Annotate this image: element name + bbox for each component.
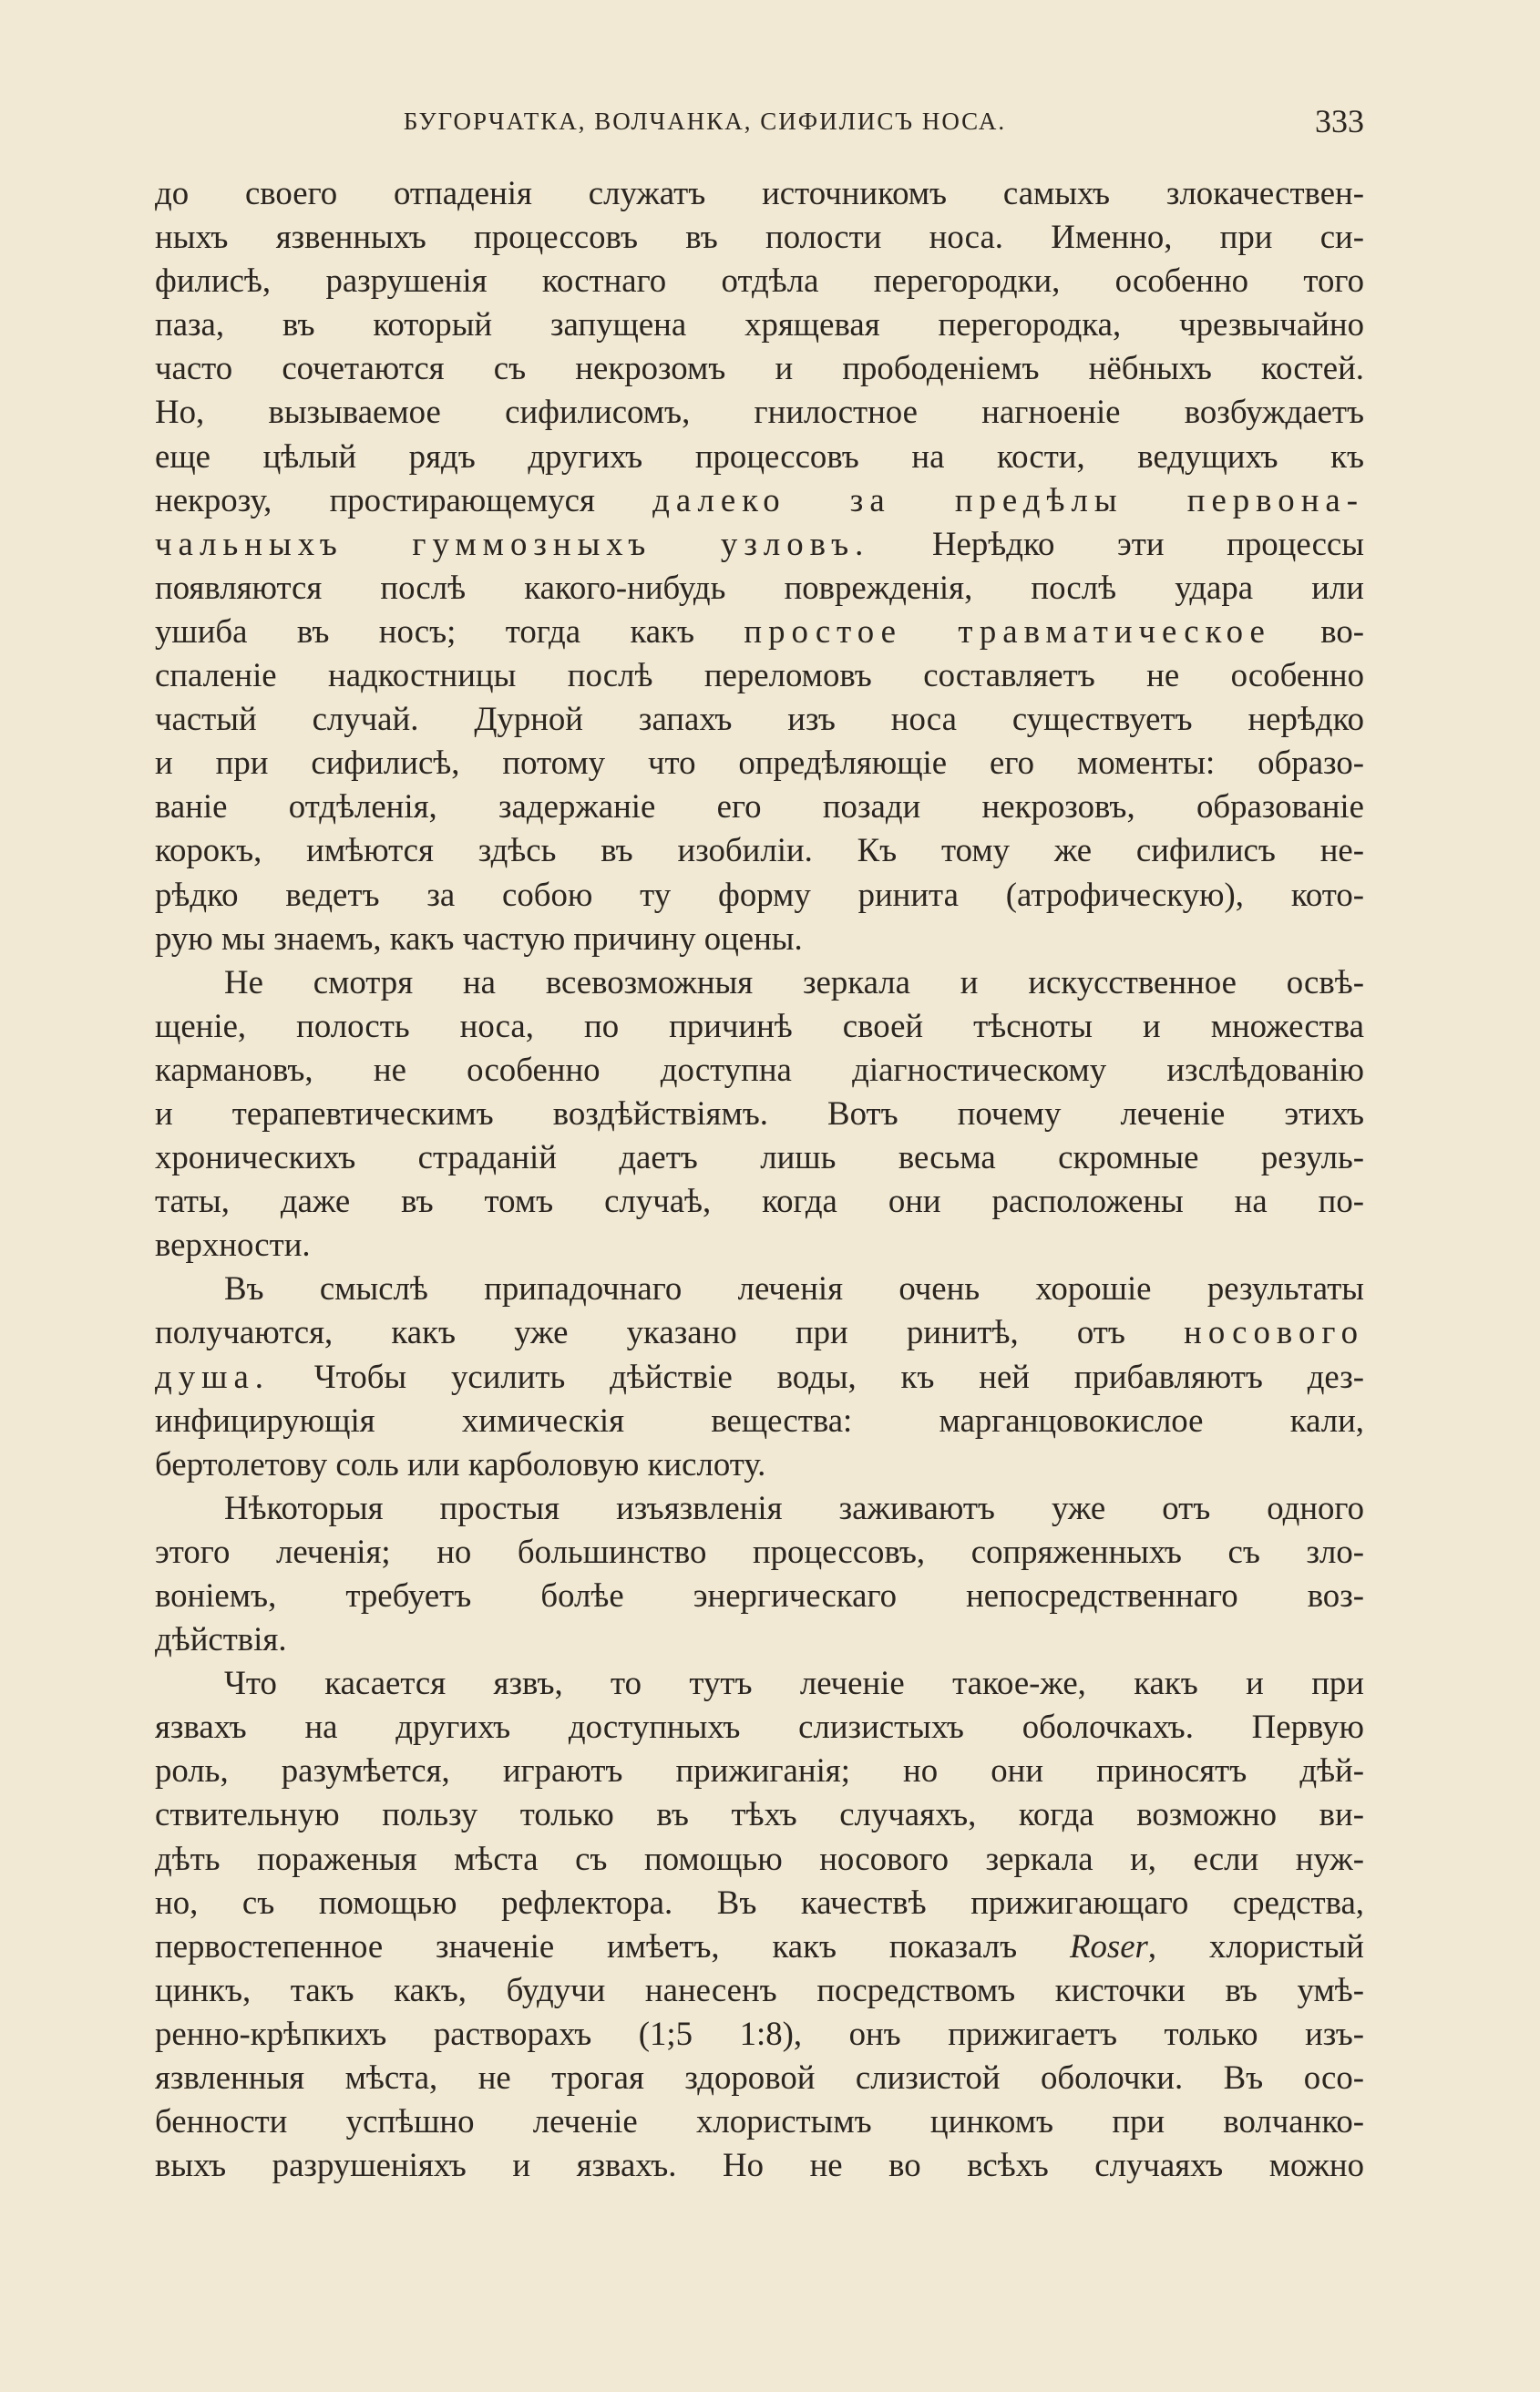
text-line: рую мы знаемъ, какъ частую причину оцены. [155,919,803,957]
text-line: Но, вызываемое сифилисомъ, гнилостное нагноеніе возбуждаетъ [155,393,1364,431]
text-line: щеніе, полость носа, по причинѣ своей тѣсноты и множества [155,1006,1364,1044]
spaced-emphasis: чальныхъ гуммозныхъ узловъ. [155,524,870,562]
text-line: рѣдко ведетъ за собою ту форму ринита (атрофическую), кото- [155,875,1364,913]
text-segment: Чтобы усилить дѣйствіе воды, къ ней прибавляютъ дез- [270,1357,1364,1395]
text-line [155,1925,1364,1968]
text-line: еще цѣлый рядъ другихъ процессовъ на кости, ведущихъ къ [155,436,1364,475]
spaced-emphasis: душа. [155,1357,270,1395]
text-line: хроническихъ страданій даетъ лишь весьма скромные резуль- [155,1138,1364,1176]
text-line: ренно-крѣпкихъ растворахъ (1;5 1:8), онъ прижигаетъ только изъ- [155,2014,1364,2052]
text-line: Что касается язвъ, то тутъ леченіе такое-же, какъ и при [224,1664,1364,1702]
text-line [155,610,1364,653]
spaced-emphasis: носового [1184,1313,1364,1351]
text-line: бенности успѣшно леченіе хлористымъ цинкомъ при волчанко- [155,2102,1364,2140]
text-line: частый случай. Дурной запахъ изъ носа существуетъ нерѣдко [155,700,1364,738]
spaced-emphasis: далеко за предѣлы первона- [652,480,1364,518]
text-line: язвленныя мѣста, не трогая здоровой слизистой оболочки. Въ осо- [155,2058,1364,2097]
author-name: Roser [1070,1926,1148,1965]
text-line: корокъ, имѣются здѣсь въ изобиліи. Къ тому же сифилисъ не- [155,831,1364,869]
text-segment: Нерѣдко эти процессы [869,524,1364,562]
text-line: инфицирующія химическія вещества: марганцовокислое кали, [155,1401,1364,1439]
text-segment: некрозу, простирающемуся [155,480,653,518]
text-segment: , хлористый [1147,1926,1364,1965]
text-line [155,1310,1364,1354]
text-line: появляются послѣ какого-нибудь поврежденія, послѣ удара или [155,568,1364,606]
text-line: ваніе отдѣленія, задержаніе его позади некрозовъ, образованіе [155,787,1364,826]
body-text [155,171,1364,2187]
text-line [155,522,1364,566]
text-line: дѣйствія. [155,1620,287,1658]
text-line: роль, разумѣется, играютъ прижиганія; но они приносятъ дѣй- [155,1751,1364,1790]
text-line: кармановъ, не особенно доступна діагностическому изслѣдованію [155,1050,1364,1088]
text-line: Не смотря на всевозможныя зеркала и искусственное освѣ- [224,962,1364,1001]
page-header [155,98,1364,146]
text-line: этого леченія; но большинство процессовъ, сопряженныхъ съ зло- [155,1532,1364,1570]
text-line: часто сочетаются съ некрозомъ и прободеніемъ нёбныхъ костей. [155,349,1364,387]
text-line [155,1355,1364,1399]
text-line: воніемъ, требуетъ болѣе энергическаго непосредственнаго воз- [155,1576,1364,1614]
text-segment: во- [1270,611,1364,650]
text-segment: первостепенное значеніе имѣетъ, какъ показалъ [155,1926,1071,1965]
text-line: до своего отпаденія служатъ источникомъ самыхъ злокачествен- [155,174,1364,211]
text-line: ствительную пользу только въ тѣхъ случаяхъ, когда возможно ви- [155,1795,1364,1833]
text-line: верхности. [155,1226,311,1264]
text-line: паза, въ который запущена хрящевая перегородка, чрезвычайно [155,305,1364,344]
text-line: таты, даже въ томъ случаѣ, когда они расположены на по- [155,1182,1364,1220]
text-line: Нѣкоторыя простыя изъязвленія заживаютъ уже отъ одного [224,1488,1364,1526]
spaced-emphasis: простое травматическое [744,611,1271,650]
text-line: и при сифилисѣ, потому что опредѣляющіе его моменты: образо- [155,744,1364,782]
text-line: филисѣ, разрушенія костнаго отдѣла перегородки, особенно того [155,262,1364,300]
text-line: дѣть пораженыя мѣста съ помощью носового зеркала и, если нуж- [155,1839,1364,1877]
text-line: бертолетову соль или карболовую кислоту. [155,1444,766,1483]
text-segment: ушиба въ носъ; тогда какъ [155,611,744,650]
text-line: выхъ разрушеніяхъ и язвахъ. Но не во всѣхъ случаяхъ можно [155,2146,1364,2184]
text-line: Въ смыслѣ припадочнаго леченія очень хорошіе результаты [224,1269,1364,1308]
text-line: цинкъ, такъ какъ, будучи нанесенъ посредствомъ кисточки въ умѣ- [155,1970,1364,2008]
text-line: ныхъ язвенныхъ процессовъ въ полости носа. Именно, при си- [155,218,1364,256]
text-segment: получаются, какъ уже указано при ринитѣ, отъ [155,1313,1185,1351]
running-title: БУГОРЧАТКА, ВОЛЧАНКА, СИФИЛИСЪ НОСА. [403,108,1007,135]
text-line: и терапевтическимъ воздѣйствіямъ. Вотъ почему леченіе этихъ [155,1093,1364,1132]
text-line: язвахъ на другихъ доступныхъ слизистыхъ оболочкахъ. Первую [155,1708,1364,1746]
text-line [155,478,1364,522]
page-number: 333 [1315,103,1364,139]
text-line: но, съ помощью рефлектора. Въ качествѣ прижигающаго средства, [155,1883,1364,1921]
text-line: спаленіе надкостницы послѣ переломовъ составляетъ не особенно [155,656,1364,694]
